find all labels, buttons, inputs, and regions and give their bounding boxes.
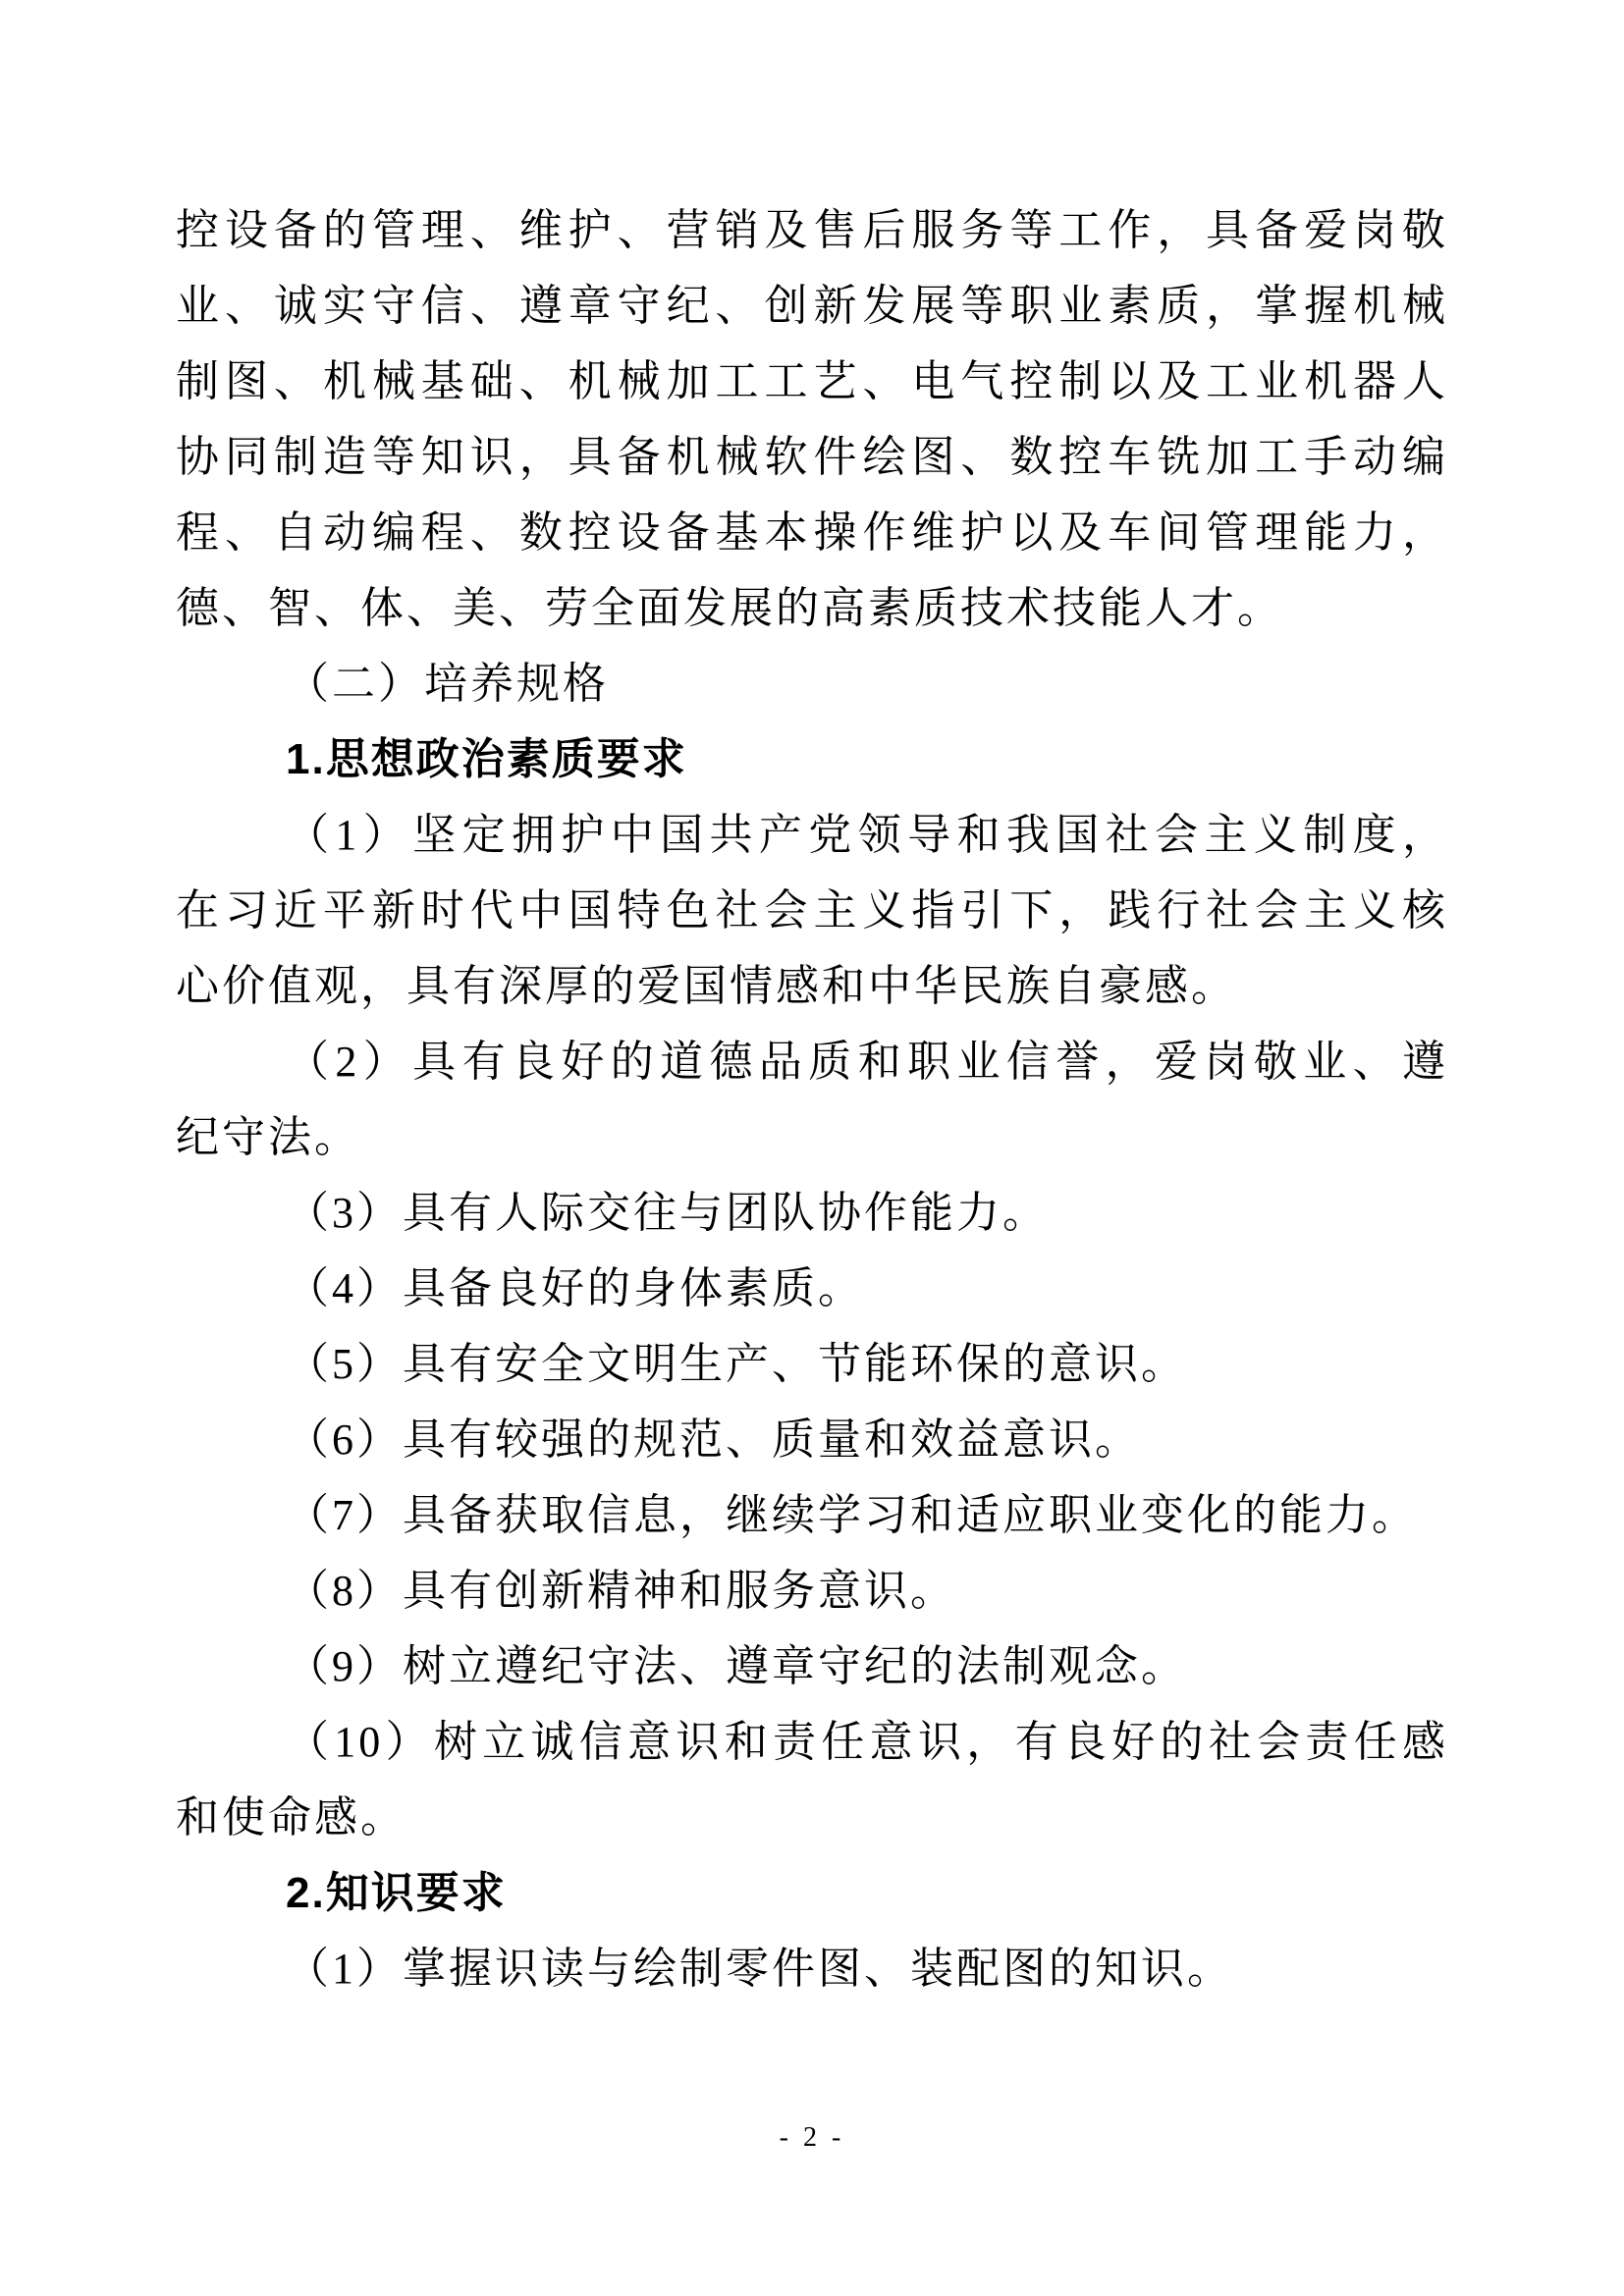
- paragraph-line: 控设备的管理、维护、营销及售后服务等工作，具备爱岗敬: [176, 206, 1448, 254]
- list-item-line: （8）具有创新精神和服务意识。: [286, 1567, 956, 1615]
- numbered-heading-ideological-political-quality: 1.思想政治素质要求: [286, 735, 687, 783]
- paragraph-line: 程、自动编程、数控设备基本操作维护以及车间管理能力，: [176, 508, 1448, 557]
- document-body: [176, 192, 1448, 2006]
- list-item-line: （10）树立诚信意识和责任意识，有良好的社会责任感: [286, 1718, 1448, 1766]
- paragraph-line: 在习近平新时代中国特色社会主义指引下，践行社会主义核: [176, 886, 1448, 934]
- paragraph-line: 心价值观，具有深厚的爱国情感和中华民族自豪感。: [176, 962, 1237, 1010]
- paragraph-line: 纪守法。: [176, 1113, 360, 1161]
- list-item-line: （5）具有安全文明生产、节能环保的意识。: [286, 1340, 1187, 1388]
- subsection-heading: （二）培养规格: [286, 660, 609, 708]
- list-item-line: （6）具有较强的规范、质量和效益意识。: [286, 1415, 1141, 1464]
- list-item-line: （9）树立遵纪守法、遵章守纪的法制观念。: [286, 1642, 1187, 1690]
- list-item-line: （4）具备良好的身体素质。: [286, 1264, 864, 1312]
- paragraph-line: 协同制造等知识，具备机械软件绘图、数控车铣加工手动编: [176, 433, 1448, 481]
- paragraph-line: 和使命感。: [176, 1793, 406, 1842]
- list-item-line: （2）具有良好的道德品质和职业信誉，爱岗敬业、遵: [286, 1038, 1448, 1086]
- list-item-line: （1）坚定拥护中国共产党领导和我国社会主义制度，: [286, 811, 1448, 859]
- paragraph-line: 业、诚实守信、遵章守纪、创新发展等职业素质，掌握机械: [176, 282, 1448, 330]
- page-number: - 2 -: [779, 2122, 845, 2153]
- paragraph-line: 德、智、体、美、劳全面发展的高素质技术技能人才。: [176, 584, 1283, 632]
- list-item-line: （7）具备获取信息，继续学习和适应职业变化的能力。: [286, 1491, 1418, 1539]
- list-item-line: （3）具有人际交往与团队协作能力。: [286, 1189, 1049, 1237]
- numbered-heading-knowledge-requirements: 2.知识要求: [286, 1869, 507, 1917]
- paragraph-line: 制图、机械基础、机械加工工艺、电气控制以及工业机器人: [176, 357, 1448, 405]
- list-item-line: （1）掌握识读与绘制零件图、装配图的知识。: [286, 1945, 1233, 1993]
